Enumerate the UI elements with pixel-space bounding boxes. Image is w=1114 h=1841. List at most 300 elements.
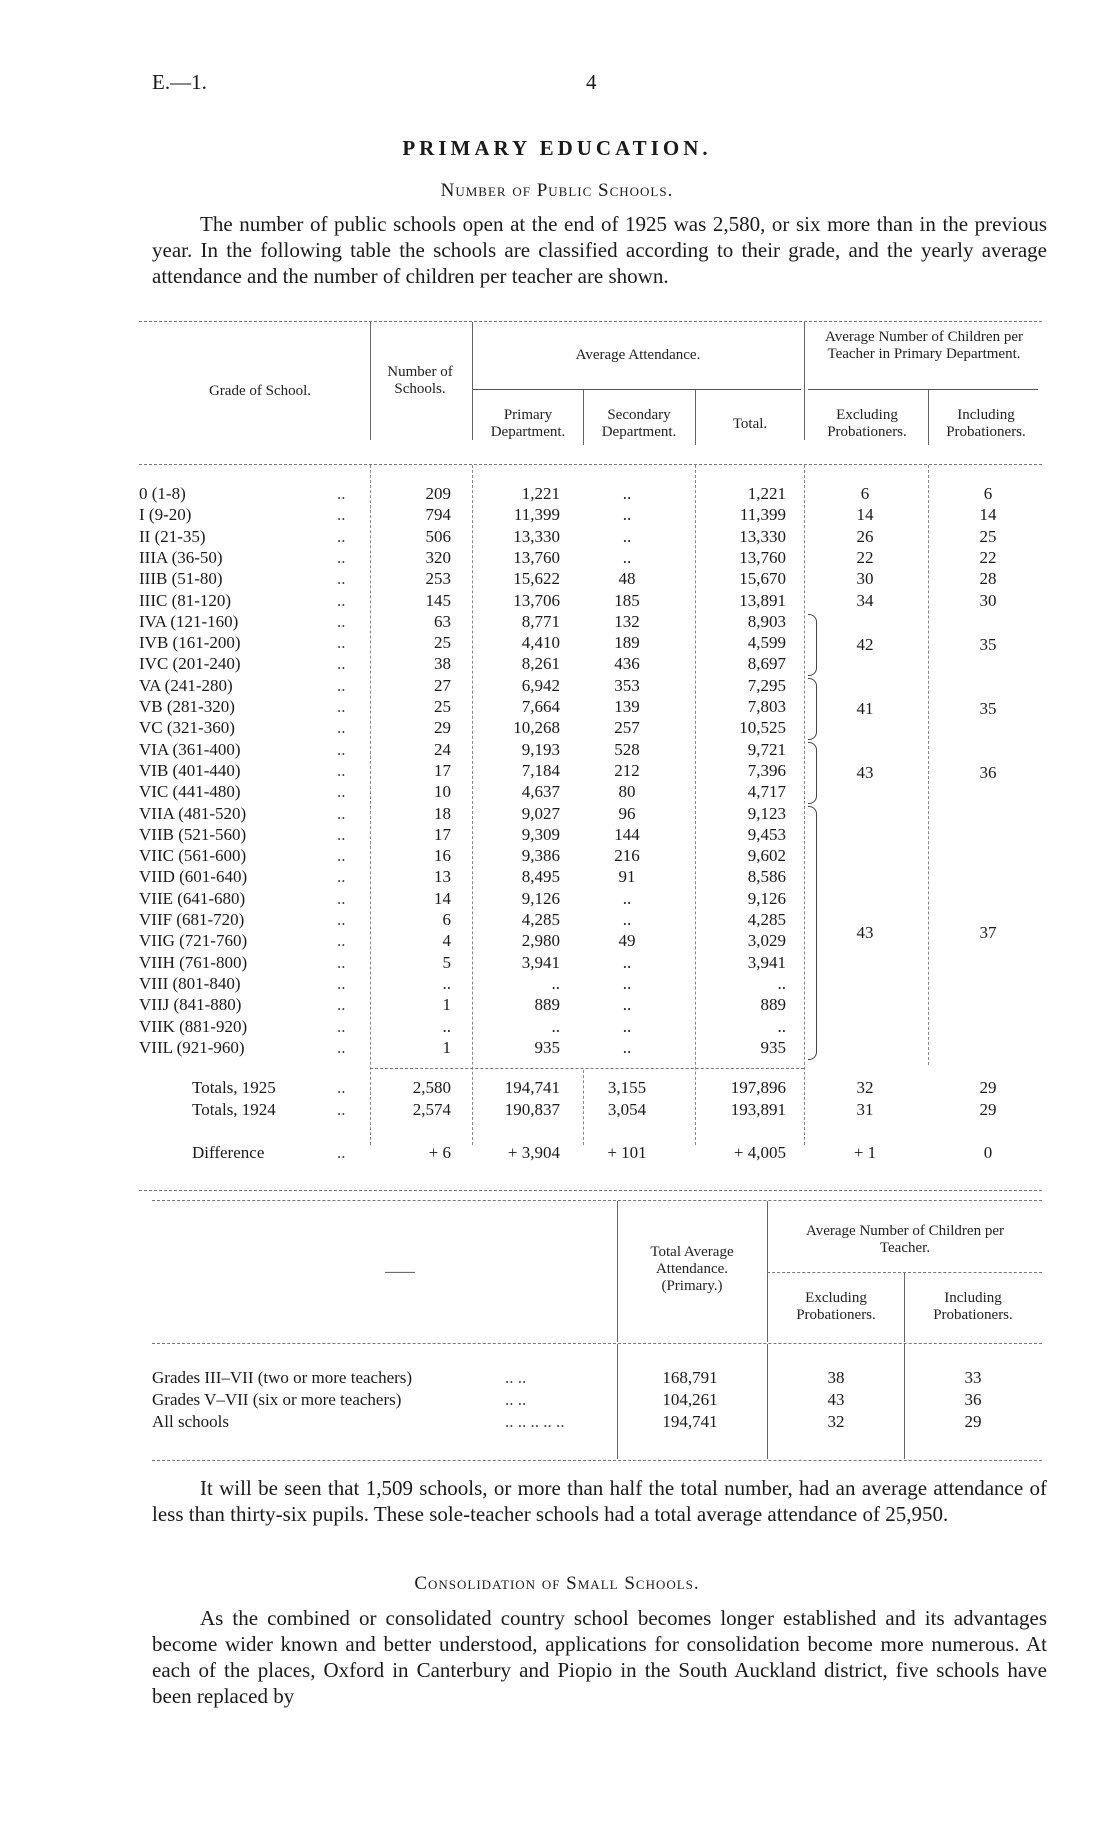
table-row — [0, 782, 1114, 803]
table-row — [0, 548, 1114, 569]
leader-dots: .. — [337, 803, 346, 823]
leader-dots: .. .. — [505, 1368, 527, 1387]
leader-dots: .. — [337, 995, 346, 1015]
blank-header: —— — [385, 1264, 415, 1280]
schools-cell: 38 — [434, 654, 451, 674]
primary-cell: 13,330 — [513, 526, 560, 546]
leader-dots: .. — [337, 675, 346, 695]
leader-dots: .. — [337, 1100, 346, 1119]
secondary-cell: .. — [622, 910, 632, 929]
total-cell: 4,717 — [747, 782, 786, 802]
attendance-header-rule — [472, 389, 801, 390]
col-divider — [928, 390, 929, 445]
leader-dots: .. — [337, 654, 346, 674]
document-reference: E.—1. — [152, 70, 207, 94]
consolidation-paragraph-text: As the combined or consolidated country school becomes longer established and its advantages become wider known and better understood, applications for consolidation become more numerous. At each of the places, Oxford in Canterbury and Piopio in the South Auckland district, five schools have been replaced by — [152, 1606, 1047, 1708]
schools-cell: 14 — [434, 888, 451, 908]
totals-row — [0, 1078, 1114, 1099]
primary-cell: 2,980 — [521, 931, 560, 951]
secondary-cell: 139 — [614, 697, 640, 716]
schools-cell: 24 — [434, 739, 451, 759]
totals-rule — [370, 1068, 804, 1069]
col-divider — [583, 390, 584, 445]
primary-cell: + 3,904 — [507, 1143, 560, 1162]
total-cell: 935 — [760, 1037, 786, 1057]
secondary-cell: .. — [622, 505, 632, 525]
grade-cell: VIA (361-400) — [139, 739, 241, 759]
primary-cell: 9,193 — [521, 739, 560, 759]
schools-cell: 1 — [442, 995, 451, 1015]
grade-cell: VIIA (481-520) — [139, 803, 247, 823]
header-bottom-rule — [139, 464, 1042, 465]
leader-dots: .. — [337, 1037, 346, 1057]
leader-dots: .. — [337, 633, 346, 653]
leader-dots: .. — [337, 782, 346, 802]
sole-teacher-paragraph-text: It will be seen that 1,509 schools, or more than half the total number, had an average attendance of less than thirty-six pupils. These sole-teacher schools had a total average attendance of 25,950. — [152, 1476, 1047, 1526]
schools-cell: 1 — [442, 1037, 451, 1057]
schools-cell: 13 — [434, 867, 451, 887]
table-row — [0, 569, 1114, 590]
table-row — [0, 931, 1114, 952]
total-header: Total. — [732, 416, 768, 432]
average-attendance-header: Average Attendance. — [575, 347, 701, 363]
grade-cell: IIIC (81-120) — [139, 590, 232, 610]
col-divider — [804, 322, 805, 440]
group-1-excluding: 42 — [856, 635, 874, 654]
table-row — [0, 889, 1114, 910]
secondary-cell: + 101 — [607, 1143, 647, 1162]
col-divider — [904, 1273, 905, 1342]
total-cell: 9,453 — [747, 824, 786, 844]
total-cell: 193,891 — [730, 1100, 786, 1119]
total-cell: .. — [777, 1016, 786, 1036]
primary-cell: 4,637 — [521, 782, 560, 802]
group-3-including: 36 — [979, 763, 997, 782]
secondary-cell: 189 — [614, 633, 640, 653]
primary-cell: 9,126 — [521, 888, 560, 908]
including-probationers-header: Including Probationers. — [946, 407, 1026, 440]
table-bottom-rule — [139, 1190, 1042, 1191]
total-cell: 7,803 — [747, 697, 786, 716]
total-cell: 8,903 — [747, 611, 786, 631]
leader-dots: .. — [337, 1143, 346, 1162]
excluding-cell: 31 — [856, 1100, 874, 1119]
grade-header: Grade of School. — [208, 383, 312, 399]
table-row — [0, 761, 1114, 782]
leader-dots: .. .. .. .. .. — [505, 1412, 565, 1431]
leader-dots: .. — [337, 611, 346, 631]
grade-cell: VIIB (521-560) — [139, 824, 247, 844]
table2-bottom-rule — [152, 1460, 1042, 1461]
secondary-cell: 80 — [618, 782, 636, 802]
table-row — [0, 910, 1114, 931]
grade-cell: VIIG (721-760) — [139, 931, 248, 951]
secondary-dept-header: Secondary Department. — [601, 407, 677, 440]
total-cell: 197,896 — [730, 1078, 786, 1097]
primary-cell: 9,027 — [521, 803, 560, 823]
grade-cell: VIIK (881-920) — [139, 1016, 248, 1036]
intro-paragraph-text: The number of public schools open at the end of 1925 was 2,580, or six more than in the previous year. In the following table the schools are classified according to their grade, and the yearly average attendance and the number of children per teacher are shown. — [152, 212, 1047, 288]
including-cell: 29 — [979, 1100, 997, 1119]
primary-cell: 4,285 — [521, 910, 560, 929]
summary-label: Grades V–VII (six or more teachers) — [152, 1390, 402, 1409]
grade-cell: VIB (401-440) — [139, 760, 241, 780]
excluding-cell: 43 — [827, 1390, 845, 1409]
intro-paragraph — [152, 211, 1047, 289]
table-row — [0, 1038, 1114, 1059]
page-title: PRIMARY EDUCATION. — [402, 136, 712, 160]
summary-label: All schools — [152, 1412, 229, 1431]
schools-cell: 18 — [434, 803, 451, 823]
group-brace — [808, 742, 817, 804]
total-cell: 3,941 — [747, 952, 786, 972]
table-top-rule — [139, 321, 1042, 322]
secondary-cell: 436 — [614, 654, 640, 674]
primary-cell: 9,386 — [521, 846, 560, 866]
table-row — [0, 974, 1114, 995]
excluding-cell: 32 — [827, 1412, 845, 1431]
primary-cell: 15,622 — [513, 569, 560, 589]
summary-row — [0, 1412, 1114, 1434]
total-cell: 8,697 — [747, 654, 786, 674]
t2-excluding-header: Excluding Probationers. — [796, 1290, 876, 1323]
primary-cell: .. — [551, 1016, 560, 1036]
including-cell: 25 — [979, 526, 997, 546]
schools-cell: 63 — [434, 611, 451, 631]
total-cell: 10,525 — [739, 718, 786, 738]
summary-row — [0, 1368, 1114, 1390]
including-cell: 0 — [983, 1143, 993, 1162]
leader-dots: .. — [337, 718, 346, 738]
consolidation-paragraph — [152, 1605, 1047, 1709]
secondary-cell: .. — [622, 1037, 632, 1057]
primary-cell: 13,706 — [513, 590, 560, 610]
total-cell: 9,123 — [747, 803, 786, 823]
total-cell: 8,586 — [747, 867, 786, 887]
leader-dots: .. .. — [505, 1390, 527, 1409]
grade-cell: VIIF (681-720) — [139, 910, 245, 929]
schools-cell: 506 — [425, 526, 451, 546]
secondary-cell: 132 — [614, 611, 640, 631]
secondary-cell: 91 — [618, 867, 636, 887]
leader-dots: .. — [337, 888, 346, 908]
total-cell: 7,295 — [747, 675, 786, 695]
total-cell: 13,330 — [739, 526, 786, 546]
primary-cell: 7,184 — [521, 760, 560, 780]
leader-dots: .. — [337, 931, 346, 951]
grade-cell: VIID (601-640) — [139, 867, 248, 887]
grade-cell: VIC (441-480) — [139, 782, 241, 802]
schools-cell: 25 — [434, 697, 451, 716]
primary-cell: 889 — [534, 995, 560, 1015]
including-cell: 29 — [964, 1412, 982, 1431]
table-row — [0, 654, 1114, 675]
col-divider — [370, 322, 371, 440]
table-row — [0, 527, 1114, 548]
total-cell: 3,029 — [747, 931, 786, 951]
excluding-cell: + 1 — [853, 1143, 877, 1162]
leader-dots: .. — [337, 484, 346, 503]
secondary-cell: .. — [622, 484, 632, 503]
leader-dots: .. — [337, 505, 346, 525]
primary-dept-header: Primary Department. — [490, 407, 566, 440]
totals-row — [0, 1100, 1114, 1121]
total-average-cell: 194,741 — [662, 1412, 718, 1431]
table-row — [0, 591, 1114, 612]
excluding-cell: 22 — [856, 547, 874, 567]
leader-dots: .. — [337, 824, 346, 844]
including-cell: 14 — [979, 505, 997, 525]
total-cell: 13,891 — [739, 590, 786, 610]
schools-cell: 2,580 — [412, 1078, 451, 1097]
schools-cell: 29 — [434, 718, 451, 738]
col-divider — [695, 390, 696, 445]
total-cell: 7,396 — [747, 760, 786, 780]
excluding-cell: 32 — [856, 1078, 874, 1097]
including-cell: 6 — [983, 484, 993, 503]
including-cell: 36 — [964, 1390, 982, 1409]
table-row — [0, 484, 1114, 505]
grade-cell: VIII (801-840) — [139, 973, 241, 993]
secondary-cell: 48 — [618, 569, 636, 589]
secondary-cell: .. — [622, 888, 632, 908]
secondary-cell: 528 — [614, 739, 640, 759]
group-brace — [808, 678, 817, 740]
table-row — [0, 505, 1114, 526]
total-cell: 11,399 — [739, 505, 786, 525]
leader-dots: .. — [337, 910, 346, 929]
table-row — [0, 633, 1114, 654]
total-cell: 9,721 — [747, 739, 786, 759]
excluding-cell: 30 — [856, 569, 874, 589]
schools-cell: 209 — [425, 484, 451, 503]
primary-cell: 8,261 — [521, 654, 560, 674]
primary-cell: 8,771 — [521, 611, 560, 631]
primary-cell: 10,268 — [513, 718, 560, 738]
schools-cell: 16 — [434, 846, 451, 866]
total-cell: 4,285 — [747, 910, 786, 929]
grade-cell: VIIL (921-960) — [139, 1037, 245, 1057]
secondary-cell: 3,054 — [607, 1100, 647, 1119]
grade-cell: VIIE (641-680) — [139, 888, 246, 908]
leader-dots: .. — [337, 1016, 346, 1036]
table2-header-bottom-rule — [152, 1343, 1042, 1344]
primary-cell: 1,221 — [521, 484, 560, 503]
col-divider — [472, 322, 473, 440]
leader-dots: .. — [337, 867, 346, 887]
secondary-cell: 144 — [614, 824, 640, 844]
grade-cell: VIIC (561-600) — [139, 846, 247, 866]
group-2-excluding: 41 — [856, 699, 874, 718]
grade-cell: VIIJ (841-880) — [139, 995, 242, 1015]
excluding-probationers-header: Excluding Probationers. — [827, 407, 907, 440]
schools-cell: 25 — [434, 633, 451, 653]
table-row — [0, 697, 1114, 718]
schools-cell: 5 — [442, 952, 451, 972]
total-average-cell: 104,261 — [662, 1390, 718, 1409]
table-row — [0, 676, 1114, 697]
schools-cell: 794 — [425, 505, 451, 525]
secondary-cell: 96 — [618, 803, 636, 823]
summary-row — [0, 1390, 1114, 1412]
grade-cell: VA (241-280) — [139, 675, 233, 695]
page-number: 4 — [586, 70, 597, 94]
group-4-excluding: 43 — [856, 923, 874, 942]
grade-cell: IVC (201-240) — [139, 654, 241, 674]
total-average-cell: 168,791 — [662, 1368, 718, 1387]
table-row — [0, 804, 1114, 825]
totals-label: Totals, 1925 — [192, 1078, 276, 1097]
secondary-cell: 353 — [614, 675, 640, 695]
primary-cell: .. — [551, 973, 560, 993]
grade-cell: 0 (1-8) — [139, 484, 186, 503]
grade-cell: II (21-35) — [139, 526, 206, 546]
leader-dots: .. — [337, 569, 346, 589]
schools-cell: 27 — [434, 675, 451, 695]
leader-dots: .. — [337, 973, 346, 993]
leader-dots: .. — [337, 1078, 346, 1097]
section-heading-consolidation: Consolidation of Small Schools. — [414, 1573, 700, 1594]
summary-label: Grades III–VII (two or more teachers) — [152, 1368, 413, 1387]
leader-dots: .. — [337, 697, 346, 716]
secondary-cell: .. — [622, 973, 632, 993]
total-cell: .. — [777, 973, 786, 993]
total-cell: 9,602 — [747, 846, 786, 866]
excluding-cell: 26 — [856, 526, 874, 546]
including-cell: 28 — [979, 569, 997, 589]
section-heading-public-schools: Number of Public Schools. — [440, 180, 674, 201]
grade-cell: IIIB (51-80) — [139, 569, 223, 589]
t2-including-header: Including Probationers. — [933, 1290, 1013, 1323]
primary-cell: 4,410 — [521, 633, 560, 653]
primary-cell: 935 — [534, 1037, 560, 1057]
grade-cell: VIIH (761-800) — [139, 952, 248, 972]
table-row — [0, 740, 1114, 761]
table-row — [0, 612, 1114, 633]
grade-cell: VC (321-360) — [139, 718, 235, 738]
leader-dots: .. — [337, 846, 346, 866]
schools-cell: 17 — [434, 760, 451, 780]
totals-label: Totals, 1924 — [192, 1100, 276, 1119]
table-row — [0, 995, 1114, 1016]
primary-cell: 6,942 — [521, 675, 560, 695]
primary-cell: 194,741 — [504, 1078, 560, 1097]
including-cell: 29 — [979, 1078, 997, 1097]
excluding-cell: 6 — [860, 484, 870, 503]
secondary-cell: 216 — [614, 846, 640, 866]
excluding-cell: 34 — [856, 590, 874, 610]
schools-cell: 145 — [425, 590, 451, 610]
leader-dots: .. — [337, 590, 346, 610]
including-cell: 30 — [979, 590, 997, 610]
total-cell: 4,599 — [747, 633, 786, 653]
schools-cell: .. — [442, 973, 451, 993]
difference-label: Difference — [192, 1143, 265, 1162]
primary-cell: 13,760 — [513, 547, 560, 567]
primary-cell: 190,837 — [504, 1100, 560, 1119]
schools-cell: 320 — [425, 547, 451, 567]
schools-cell: .. — [442, 1016, 451, 1036]
excluding-cell: 38 — [827, 1368, 845, 1387]
secondary-cell: 212 — [614, 760, 640, 780]
leader-dots: .. — [337, 760, 346, 780]
table-row — [0, 846, 1114, 867]
total-cell: 1,221 — [747, 484, 786, 503]
leader-dots: .. — [337, 952, 346, 972]
children-header-rule — [808, 389, 1038, 390]
total-cell: 889 — [760, 995, 786, 1015]
group-3-excluding: 43 — [856, 763, 874, 782]
schools-cell: 2,574 — [412, 1100, 451, 1119]
children-per-teacher-header: Average Number of Children per Teacher in Primary Department. — [825, 329, 1023, 362]
grade-cell: IIIA (36-50) — [139, 547, 223, 567]
secondary-cell: .. — [622, 1016, 632, 1036]
table-row — [0, 1017, 1114, 1038]
secondary-cell: 3,155 — [607, 1078, 647, 1097]
primary-cell: 9,309 — [521, 824, 560, 844]
group-brace — [808, 614, 817, 676]
schools-cell: 4 — [442, 931, 451, 951]
secondary-cell: .. — [622, 526, 632, 546]
secondary-cell: 49 — [618, 931, 636, 951]
primary-cell: 11,399 — [513, 505, 560, 525]
total-cell: + 4,005 — [733, 1143, 786, 1162]
group-brace — [808, 806, 817, 1060]
total-cell: 15,670 — [739, 569, 786, 589]
excluding-cell: 14 — [856, 505, 874, 525]
including-cell: 33 — [964, 1368, 982, 1387]
secondary-cell: .. — [622, 995, 632, 1015]
table2-top-rule — [152, 1200, 1042, 1201]
total-cell: 13,760 — [739, 547, 786, 567]
schools-cell: 6 — [442, 910, 451, 929]
total-cell: 9,126 — [747, 888, 786, 908]
schools-cell: + 6 — [428, 1143, 451, 1162]
secondary-cell: .. — [622, 547, 632, 567]
schools-cell: 253 — [425, 569, 451, 589]
leader-dots: .. — [337, 547, 346, 567]
table-row — [0, 867, 1114, 888]
primary-cell: 8,495 — [521, 867, 560, 887]
leader-dots: .. — [337, 526, 346, 546]
table-row — [0, 953, 1114, 974]
leader-dots: .. — [337, 739, 346, 759]
schools-cell: 10 — [434, 782, 451, 802]
grade-cell: I (9-20) — [139, 505, 192, 525]
primary-cell: 7,664 — [521, 697, 560, 716]
total-average-header: Total Average Attendance. (Primary.) — [650, 1244, 734, 1294]
group-1-including: 35 — [979, 635, 997, 654]
col-divider — [617, 1201, 618, 1342]
schools-cell: 17 — [434, 824, 451, 844]
grade-cell: VB (281-320) — [139, 697, 235, 716]
difference-row — [0, 1143, 1114, 1164]
including-cell: 22 — [979, 547, 997, 567]
table-row — [0, 718, 1114, 739]
table-row — [0, 825, 1114, 846]
secondary-cell: 185 — [614, 590, 640, 610]
schools-header: Number of Schools. — [387, 364, 453, 397]
grade-cell: IVA (121-160) — [139, 611, 239, 631]
t2-children-header: Average Number of Children per Teacher. — [806, 1223, 1004, 1256]
sole-teacher-paragraph — [152, 1475, 1047, 1527]
group-4-including: 37 — [979, 923, 997, 942]
secondary-cell: .. — [622, 952, 632, 972]
group-2-including: 35 — [979, 699, 997, 718]
secondary-cell: 257 — [614, 718, 640, 738]
primary-cell: 3,941 — [521, 952, 560, 972]
grade-cell: IVB (161-200) — [139, 633, 241, 653]
